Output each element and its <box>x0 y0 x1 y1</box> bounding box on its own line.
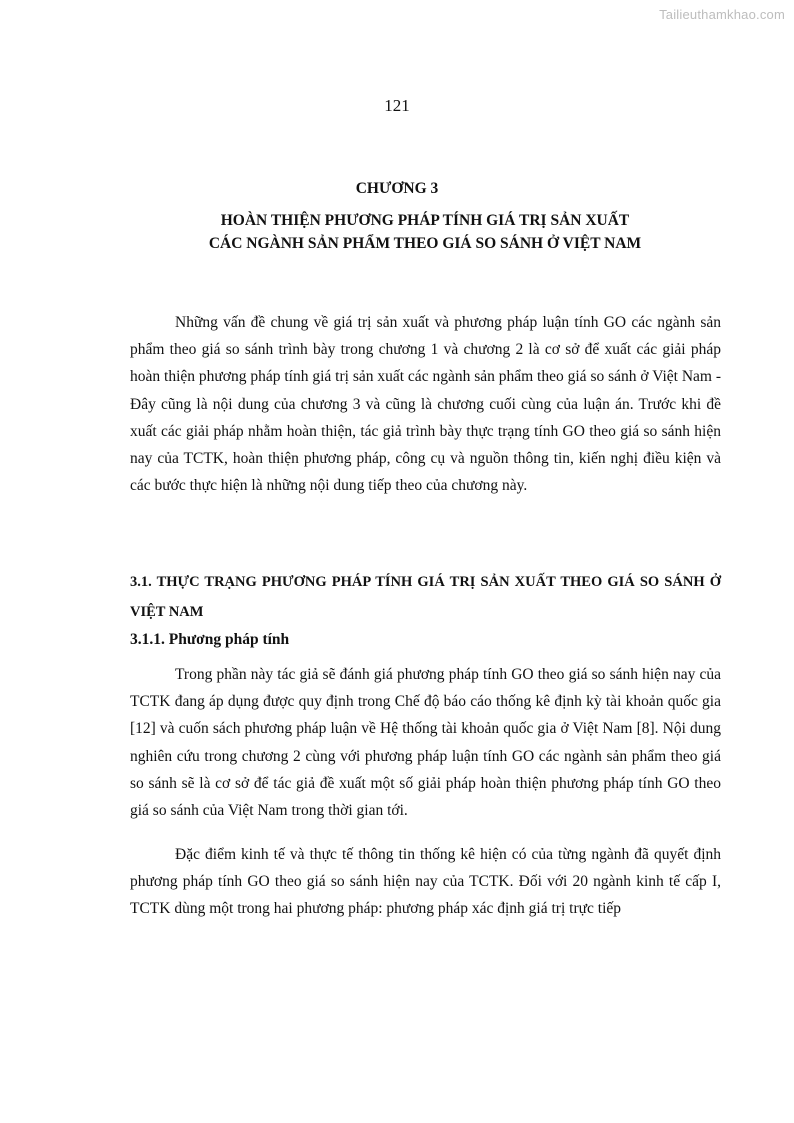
intro-paragraph: Những vấn đề chung về giá trị sản xuất và phương pháp luận tính GO các ngành sản phẩm theo giá so sánh trình bày trong chương 1 và chương 2 là cơ sở để xuất các giải pháp hoàn thiện phương pháp tính giá trị sản xuất các ngành sản phẩm theo giá so sánh ở Việt Nam - Đây cũng là nội dung của chương 3 và cũng là chương cuối cùng của luận án. Trước khi đề xuất các giải pháp nhằm hoàn thiện, tác giả trình bày thực trạng tính GO theo giá so sánh hiện nay của TCTK, hoàn thiện phương pháp, công cụ và nguồn thông tin, kiến nghị điều kiện và các bước thực hiện là những nội dung tiếp theo của chương này. <box>130 314 721 495</box>
chapter-title <box>100 209 750 255</box>
subsection-heading: 3.1.1. Phương pháp tính <box>130 631 290 648</box>
chapter-title-line-2: CÁC NGÀNH SẢN PHẨM THEO GIÁ SO SÁNH Ở VIỆT NAM <box>208 235 642 252</box>
section-heading: 3.1. THỰC TRẠNG PHƯƠNG PHÁP TÍNH GIÁ TRỊ SẢN XUẤT THEO GIÁ SO SÁNH Ở VIỆT NAM <box>130 574 721 620</box>
chapter-label: CHƯƠNG 3 <box>355 180 439 197</box>
chapter-title-line-1: HOÀN THIỆN PHƯƠNG PHÁP TÍNH GIÁ TRỊ SẢN XUẤT <box>220 212 630 229</box>
watermark: Tailieuthamkhao.com <box>659 7 785 22</box>
body-paragraph-2: Đặc điểm kinh tế và thực tế thông tin thống kê hiện có của từng ngành đã quyết định phương pháp tính GO theo giá so sánh hiện nay của TCTK. Đối với 20 ngành kinh tế cấp I, TCTK dùng một trong hai phương pháp: phương pháp xác định giá trị trực tiếp <box>130 846 721 918</box>
page-number: 121 <box>384 96 410 115</box>
body-paragraph-1: Trong phần này tác giả sẽ đánh giá phương pháp tính GO theo giá so sánh hiện nay của TCTK đang áp dụng được quy định trong Chế độ báo cáo thống kê định kỳ tài khoản quốc gia [12] và cuốn sách phương pháp luận về Hệ thống tài khoản quốc gia ở Việt Nam [8]. Nội dung nghiên cứu trong chương 2 cùng với phương pháp luận tính GO các ngành sản phẩm theo giá so sánh sẽ là cơ sở để tác giả đề xuất một số giải pháp hoàn thiện phương pháp tính GO theo giá so sánh của Việt Nam trong thời gian tới. <box>130 666 721 820</box>
